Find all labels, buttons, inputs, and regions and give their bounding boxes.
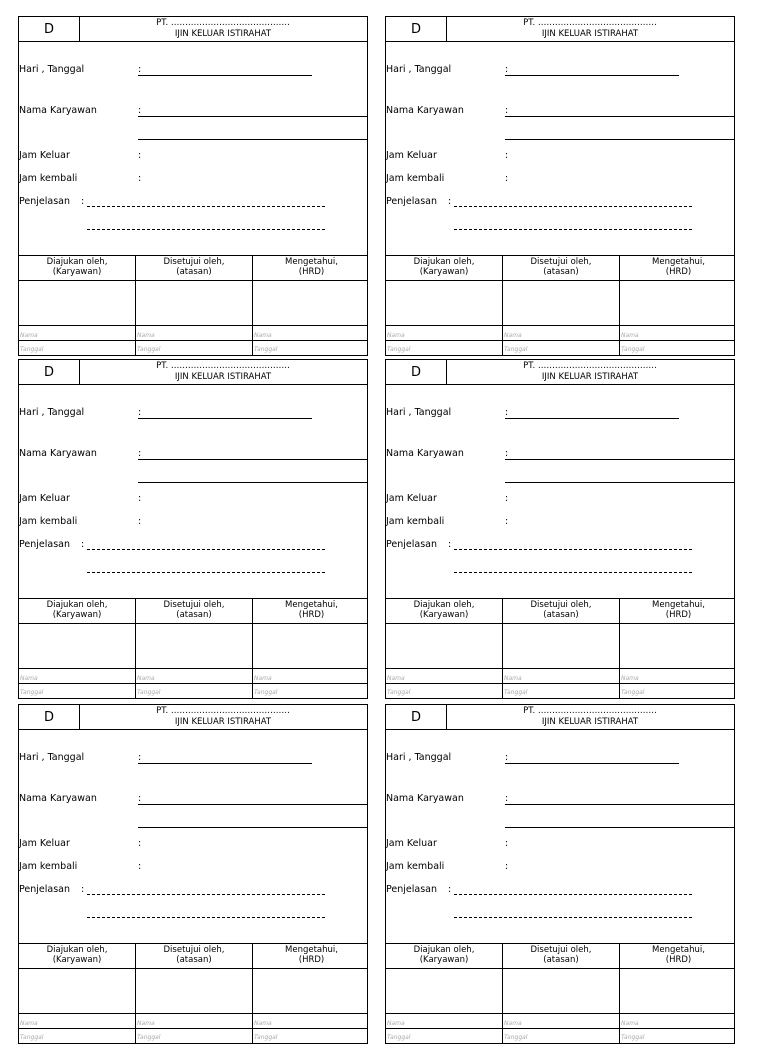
signature-header: Disetujui oleh, (atasan) — [503, 599, 619, 624]
company-name: PT. …………………………………… — [523, 706, 657, 716]
explanation-label: Penjelasan — [386, 539, 437, 550]
name-caption: Nama — [621, 675, 639, 682]
form-header — [446, 705, 734, 730]
back-time-label: Jam kembali — [386, 861, 445, 872]
date-caption: Tanggal — [621, 689, 645, 696]
name-line — [136, 1028, 252, 1029]
name-caption: Nama — [387, 675, 405, 682]
name-caption: Nama — [137, 1020, 155, 1027]
employee-field-line-2[interactable] — [505, 139, 734, 140]
signature-header: Mengetahui, (HRD) — [620, 256, 735, 281]
employee-label: Nama Karyawan — [386, 448, 464, 459]
explanation-field[interactable] — [454, 894, 692, 895]
form-title: IJIN KELUAR ISTIRAHAT — [174, 717, 272, 727]
explanation-label: Penjelasan — [386, 884, 437, 895]
employee-label: Nama Karyawan — [19, 793, 97, 804]
signature-column-employee — [386, 256, 502, 355]
explanation-colon: : — [448, 539, 452, 550]
name-caption: Nama — [504, 1020, 522, 1027]
signature-column-employee — [19, 944, 135, 1043]
date-caption: Tanggal — [621, 1034, 645, 1041]
date-label: Hari , Tanggal — [19, 752, 85, 763]
name-caption: Nama — [387, 1020, 405, 1027]
explanation-field-line-2[interactable] — [454, 572, 692, 573]
signature-box[interactable] — [503, 623, 619, 669]
explanation-field[interactable] — [87, 894, 325, 895]
explanation-field-line-2[interactable] — [87, 229, 325, 230]
out-time-colon: : — [505, 838, 509, 849]
signature-column-hrd — [619, 944, 735, 1043]
signature-table — [386, 255, 734, 355]
explanation-field-line-2[interactable] — [454, 229, 692, 230]
date-caption: Tanggal — [387, 346, 411, 353]
date-field[interactable] — [505, 75, 679, 76]
signature-header: Mengetahui, (HRD) — [620, 599, 735, 624]
signature-column-supervisor — [135, 256, 252, 355]
name-caption: Nama — [137, 332, 155, 339]
back-time-colon: : — [138, 861, 142, 872]
name-caption: Nama — [254, 332, 272, 339]
form-code: D — [386, 705, 447, 730]
date-field[interactable] — [138, 763, 312, 764]
explanation-colon: : — [448, 196, 452, 207]
explanation-label: Penjelasan — [19, 196, 70, 207]
name-line — [503, 683, 619, 684]
signature-header: Disetujui oleh, (atasan) — [136, 599, 252, 624]
permit-form-6 — [385, 704, 735, 1044]
explanation-label: Penjelasan — [19, 884, 70, 895]
date-caption: Tanggal — [254, 689, 278, 696]
name-line — [386, 683, 502, 684]
back-time-label: Jam kembali — [386, 516, 445, 527]
name-caption: Nama — [137, 675, 155, 682]
name-line — [620, 683, 735, 684]
company-name: PT. …………………………………… — [156, 706, 290, 716]
signature-box[interactable] — [386, 968, 502, 1014]
form-code: D — [386, 17, 447, 42]
date-colon: : — [138, 407, 142, 418]
signature-column-employee — [386, 599, 502, 698]
signature-box[interactable] — [136, 968, 252, 1014]
form-title: IJIN KELUAR ISTIRAHAT — [541, 717, 639, 727]
form-header — [79, 360, 367, 385]
out-time-label: Jam Keluar — [19, 150, 70, 161]
signature-column-supervisor — [502, 599, 619, 698]
signature-column-supervisor — [135, 944, 252, 1043]
name-line — [19, 340, 135, 341]
signature-table — [19, 598, 367, 698]
company-name: PT. …………………………………… — [523, 18, 657, 28]
signature-box[interactable] — [386, 280, 502, 326]
date-caption: Tanggal — [20, 1034, 44, 1041]
signature-table — [386, 943, 734, 1043]
employee-field-line-2[interactable] — [505, 482, 734, 483]
signature-header: Mengetahui, (HRD) — [253, 256, 368, 281]
company-name: PT. …………………………………… — [523, 361, 657, 371]
name-line — [19, 1028, 135, 1029]
signature-header: Mengetahui, (HRD) — [620, 944, 735, 969]
date-colon: : — [505, 64, 509, 75]
date-label: Hari , Tanggal — [19, 64, 85, 75]
form-header — [446, 17, 734, 42]
employee-colon: : — [505, 448, 509, 459]
date-field[interactable] — [505, 763, 679, 764]
out-time-colon: : — [505, 493, 509, 504]
signature-box[interactable] — [19, 623, 135, 669]
signature-header: Disetujui oleh, (atasan) — [503, 944, 619, 969]
employee-colon: : — [505, 793, 509, 804]
signature-column-supervisor — [135, 599, 252, 698]
back-time-label: Jam kembali — [19, 173, 78, 184]
explanation-label: Penjelasan — [386, 196, 437, 207]
out-time-colon: : — [138, 838, 142, 849]
signature-column-employee — [19, 256, 135, 355]
company-name: PT. …………………………………… — [156, 18, 290, 28]
employee-field[interactable] — [505, 804, 734, 805]
signature-column-supervisor — [502, 256, 619, 355]
date-colon: : — [505, 407, 509, 418]
date-caption: Tanggal — [254, 346, 278, 353]
out-time-label: Jam Keluar — [19, 838, 70, 849]
date-caption: Tanggal — [20, 346, 44, 353]
date-colon: : — [505, 752, 509, 763]
employee-colon: : — [138, 793, 142, 804]
back-time-colon: : — [138, 173, 142, 184]
name-line — [503, 340, 619, 341]
signature-header: Diajukan oleh, (Karyawan) — [386, 599, 502, 624]
form-code: D — [19, 705, 80, 730]
back-time-label: Jam kembali — [386, 173, 445, 184]
signature-box[interactable] — [620, 623, 735, 669]
employee-colon: : — [138, 105, 142, 116]
explanation-field-line-2[interactable] — [87, 572, 325, 573]
explanation-colon: : — [81, 539, 85, 550]
name-caption: Nama — [20, 332, 38, 339]
signature-header: Diajukan oleh, (Karyawan) — [19, 256, 135, 281]
permit-form-5 — [18, 704, 368, 1044]
name-line — [386, 1028, 502, 1029]
name-caption: Nama — [387, 332, 405, 339]
form-header — [79, 705, 367, 730]
name-line — [620, 340, 735, 341]
explanation-colon: : — [81, 884, 85, 895]
out-time-label: Jam Keluar — [19, 493, 70, 504]
explanation-field[interactable] — [454, 206, 692, 207]
form-title: IJIN KELUAR ISTIRAHAT — [174, 29, 272, 39]
signature-box[interactable] — [19, 280, 135, 326]
signature-table — [19, 255, 367, 355]
form-code: D — [386, 360, 447, 385]
signature-box[interactable] — [620, 280, 735, 326]
employee-label: Nama Karyawan — [386, 793, 464, 804]
back-time-colon: : — [138, 516, 142, 527]
back-time-colon: : — [505, 173, 509, 184]
employee-field[interactable] — [505, 116, 734, 117]
date-field[interactable] — [138, 75, 312, 76]
name-caption: Nama — [504, 675, 522, 682]
permit-form-3 — [18, 359, 368, 699]
employee-field-line-2[interactable] — [138, 482, 367, 483]
signature-header: Diajukan oleh, (Karyawan) — [386, 944, 502, 969]
explanation-label: Penjelasan — [19, 539, 70, 550]
name-line — [253, 340, 368, 341]
signature-box[interactable] — [136, 280, 252, 326]
signature-table — [386, 598, 734, 698]
form-code: D — [19, 17, 80, 42]
name-caption: Nama — [20, 675, 38, 682]
name-line — [386, 340, 502, 341]
signature-column-supervisor — [502, 944, 619, 1043]
date-label: Hari , Tanggal — [386, 407, 452, 418]
date-caption: Tanggal — [254, 1034, 278, 1041]
form-header — [446, 360, 734, 385]
name-caption: Nama — [621, 1020, 639, 1027]
name-caption: Nama — [504, 332, 522, 339]
date-caption: Tanggal — [504, 689, 528, 696]
form-header — [79, 17, 367, 42]
date-colon: : — [138, 64, 142, 75]
out-time-label: Jam Keluar — [386, 838, 437, 849]
name-line — [503, 1028, 619, 1029]
date-label: Hari , Tanggal — [386, 64, 452, 75]
signature-column-employee — [19, 599, 135, 698]
signature-box[interactable] — [503, 968, 619, 1014]
explanation-field[interactable] — [87, 206, 325, 207]
employee-colon: : — [138, 448, 142, 459]
date-field[interactable] — [505, 418, 679, 419]
signature-header: Mengetahui, (HRD) — [253, 599, 368, 624]
employee-label: Nama Karyawan — [386, 105, 464, 116]
out-time-label: Jam Keluar — [386, 493, 437, 504]
signature-header: Diajukan oleh, (Karyawan) — [386, 256, 502, 281]
out-time-colon: : — [505, 150, 509, 161]
date-caption: Tanggal — [504, 1034, 528, 1041]
employee-label: Nama Karyawan — [19, 448, 97, 459]
employee-field[interactable] — [138, 116, 367, 117]
signature-box[interactable] — [253, 280, 368, 326]
explanation-colon: : — [81, 196, 85, 207]
permit-form-2 — [385, 16, 735, 356]
date-caption: Tanggal — [137, 689, 161, 696]
employee-field[interactable] — [505, 459, 734, 460]
date-caption: Tanggal — [137, 346, 161, 353]
name-caption: Nama — [621, 332, 639, 339]
name-line — [253, 1028, 368, 1029]
form-title: IJIN KELUAR ISTIRAHAT — [174, 372, 272, 382]
signature-header: Mengetahui, (HRD) — [253, 944, 368, 969]
signature-column-hrd — [252, 599, 368, 698]
signature-column-employee — [386, 944, 502, 1043]
date-caption: Tanggal — [387, 689, 411, 696]
name-caption: Nama — [20, 1020, 38, 1027]
out-time-colon: : — [138, 493, 142, 504]
permit-form-1 — [18, 16, 368, 356]
employee-field[interactable] — [138, 459, 367, 460]
explanation-field[interactable] — [454, 549, 692, 550]
name-line — [136, 683, 252, 684]
form-title: IJIN KELUAR ISTIRAHAT — [541, 372, 639, 382]
signature-column-hrd — [252, 944, 368, 1043]
name-caption: Nama — [254, 675, 272, 682]
date-caption: Tanggal — [621, 346, 645, 353]
signature-header: Diajukan oleh, (Karyawan) — [19, 944, 135, 969]
form-title: IJIN KELUAR ISTIRAHAT — [541, 29, 639, 39]
signature-header: Disetujui oleh, (atasan) — [136, 944, 252, 969]
signature-header: Disetujui oleh, (atasan) — [503, 256, 619, 281]
out-time-colon: : — [138, 150, 142, 161]
employee-field[interactable] — [138, 804, 367, 805]
out-time-label: Jam Keluar — [386, 150, 437, 161]
explanation-field-line-2[interactable] — [454, 917, 692, 918]
date-caption: Tanggal — [137, 1034, 161, 1041]
signature-box[interactable] — [386, 623, 502, 669]
name-line — [620, 1028, 735, 1029]
date-label: Hari , Tanggal — [386, 752, 452, 763]
signature-box[interactable] — [136, 623, 252, 669]
signature-table — [19, 943, 367, 1043]
signature-header: Diajukan oleh, (Karyawan) — [19, 599, 135, 624]
form-code: D — [19, 360, 80, 385]
employee-label: Nama Karyawan — [19, 105, 97, 116]
explanation-colon: : — [448, 884, 452, 895]
employee-colon: : — [505, 105, 509, 116]
date-field[interactable] — [138, 418, 312, 419]
date-caption: Tanggal — [504, 346, 528, 353]
explanation-field[interactable] — [87, 549, 325, 550]
name-caption: Nama — [254, 1020, 272, 1027]
employee-field-line-2[interactable] — [138, 827, 367, 828]
signature-column-hrd — [619, 256, 735, 355]
employee-field-line-2[interactable] — [505, 827, 734, 828]
signature-box[interactable] — [19, 968, 135, 1014]
back-time-colon: : — [505, 516, 509, 527]
signature-box[interactable] — [620, 968, 735, 1014]
date-label: Hari , Tanggal — [19, 407, 85, 418]
back-time-label: Jam kembali — [19, 861, 78, 872]
signature-box[interactable] — [253, 623, 368, 669]
back-time-label: Jam kembali — [19, 516, 78, 527]
signature-box[interactable] — [503, 280, 619, 326]
explanation-field-line-2[interactable] — [87, 917, 325, 918]
date-colon: : — [138, 752, 142, 763]
name-line — [136, 340, 252, 341]
permit-form-4 — [385, 359, 735, 699]
company-name: PT. …………………………………… — [156, 361, 290, 371]
employee-field-line-2[interactable] — [138, 139, 367, 140]
signature-column-hrd — [619, 599, 735, 698]
back-time-colon: : — [505, 861, 509, 872]
date-caption: Tanggal — [387, 1034, 411, 1041]
signature-header: Disetujui oleh, (atasan) — [136, 256, 252, 281]
name-line — [19, 683, 135, 684]
date-caption: Tanggal — [20, 689, 44, 696]
signature-column-hrd — [252, 256, 368, 355]
signature-box[interactable] — [253, 968, 368, 1014]
name-line — [253, 683, 368, 684]
